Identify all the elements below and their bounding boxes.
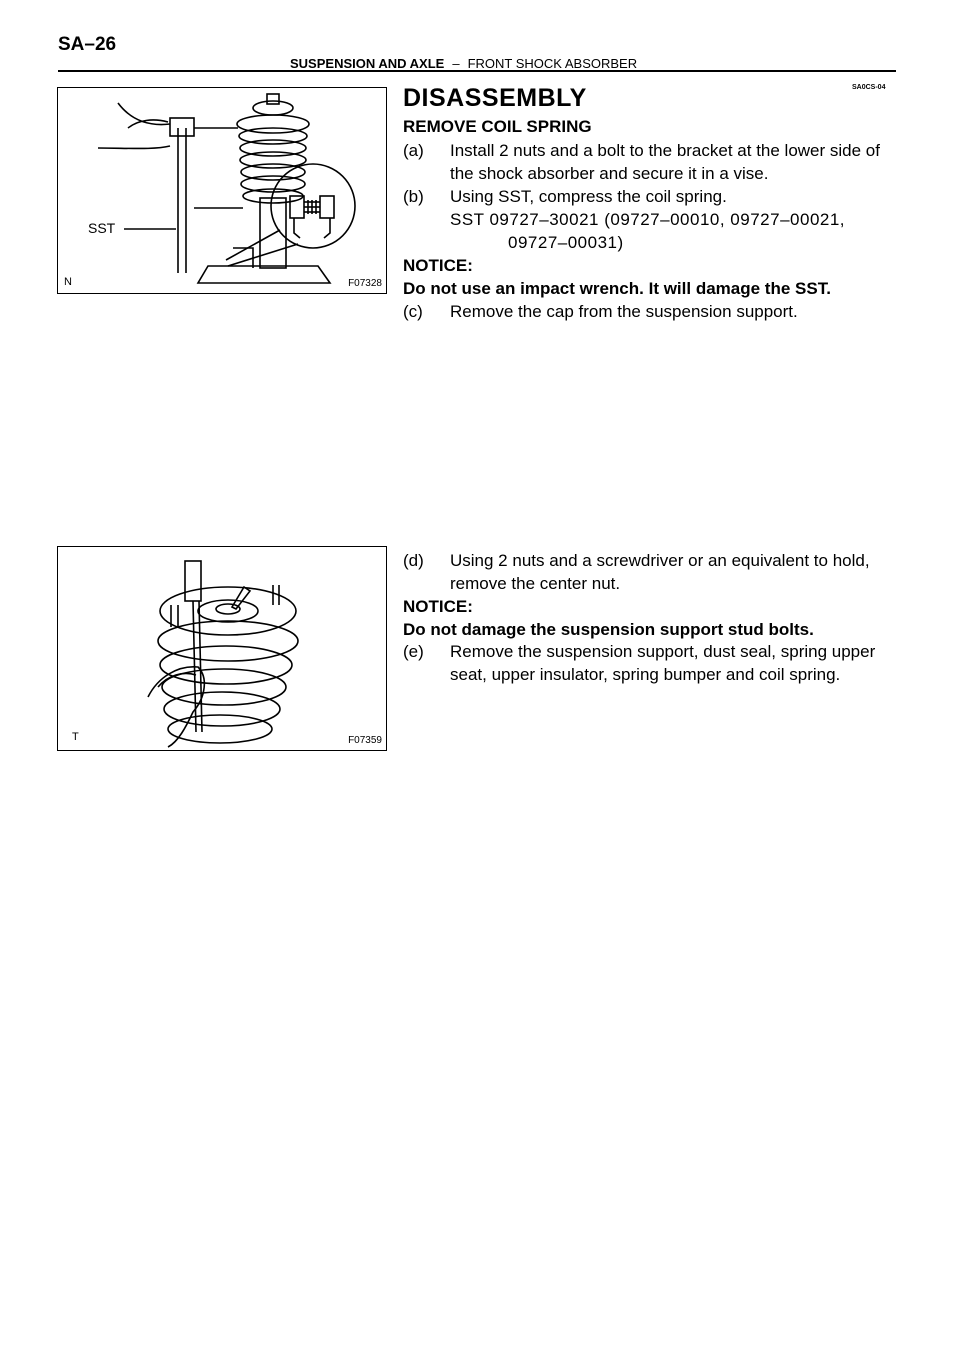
sst-label: SST (88, 220, 116, 236)
step-text: Remove the cap from the suspension support. (450, 302, 798, 321)
subsection-title: FRONT SHOCK ABSORBER (467, 56, 638, 71)
section-code: SA0CS-04 (852, 84, 886, 91)
step-text: Using 2 nuts and a screwdriver or an equivalent to hold, remove the center nut. (450, 551, 870, 593)
sst-part-numbers: SST 09727–30021 (09727–00010, 09727–00021, (450, 210, 846, 229)
procedure-heading: REMOVE COIL SPRING (403, 117, 592, 136)
step-label: (b) (403, 187, 424, 206)
header-title (290, 56, 637, 71)
step-text: Remove the suspension support, dust seal, spring upper seat, upper insulator, spring bumper and coil spring. (450, 642, 876, 684)
spring-compressor-illustration (58, 88, 386, 293)
step-e (403, 640, 903, 686)
notice-text: Do not use an impact wrench. It will damage the SST. (403, 279, 831, 298)
section-heading: DISASSEMBLY (403, 84, 587, 112)
figure-corner-mark: T (72, 731, 79, 743)
step-a (403, 139, 903, 185)
figure-suspension-support (57, 546, 387, 751)
page-id: SA–26 (58, 34, 117, 55)
header-rule (58, 70, 896, 72)
notice-title: NOTICE: (403, 597, 473, 616)
figure-corner-mark: N (64, 276, 72, 288)
step-label: (e) (403, 642, 424, 661)
step-b (403, 185, 903, 208)
figure-id: F07359 (348, 735, 382, 746)
step-c (403, 300, 903, 323)
figure-id: F07328 (348, 278, 382, 289)
notice-title: NOTICE: (403, 256, 473, 275)
step-label: (a) (403, 141, 424, 160)
step-text: Using SST, compress the coil spring. (450, 187, 727, 206)
suspension-support-illustration (58, 547, 386, 750)
step-text: Install 2 nuts and a bolt to the bracket at the lower side of the shock absorber and secure it in a vise. (450, 141, 880, 183)
step-d (403, 549, 903, 595)
header-separator: – (452, 56, 460, 71)
step-label: (d) (403, 551, 424, 570)
sst-part-numbers-cont: 09727–00031) (508, 233, 624, 252)
step-label: (c) (403, 302, 423, 321)
notice-text: Do not damage the suspension support stud bolts. (403, 620, 814, 639)
section-title: SUSPENSION AND AXLE (290, 56, 445, 71)
figure-spring-compressor (57, 87, 387, 294)
